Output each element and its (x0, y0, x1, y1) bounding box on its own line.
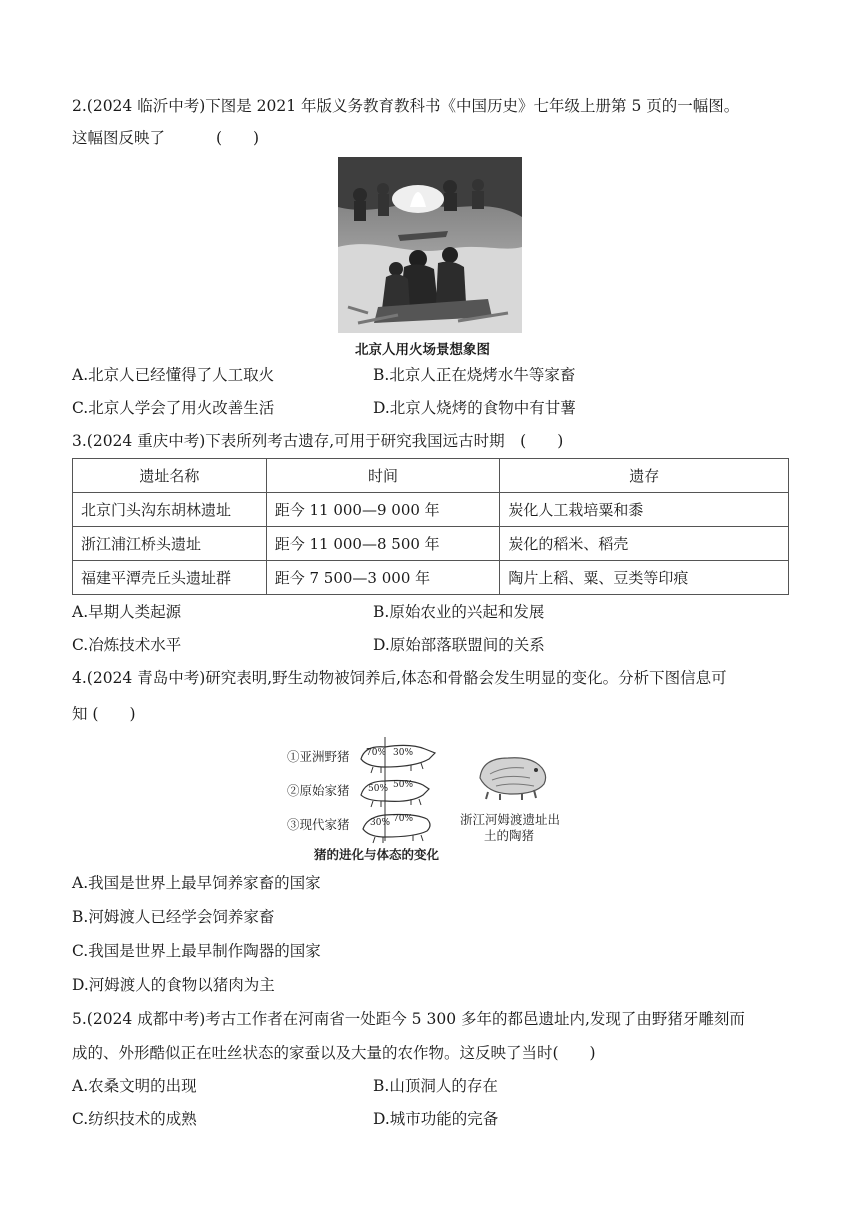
q2-stem-line2 (72, 127, 259, 149)
q3-option-c[interactable]: C.冶炼技术水平 (72, 636, 182, 654)
table-cell: 炭化人工栽培粟和黍 (500, 493, 789, 527)
pig-label-asian-wild: ①亚洲野猪 (287, 749, 350, 764)
peking-man-fire-illustration (338, 157, 522, 333)
q5-option-b[interactable]: B.山顶洞人的存在 (373, 1077, 498, 1095)
table-cell: 距今 7 500—3 000 年 (266, 561, 500, 595)
pig1-rear-percent: 30% (393, 748, 414, 758)
q2-stem-line1: 2.(2024 临沂中考)下图是 2021 年版义务教育教科书《中国历史》七年级上册第 5 页的一幅图。 (72, 97, 740, 115)
q2-figure-caption: 北京人用火场景想象图 (355, 342, 490, 358)
table-cell: 福建平潭壳丘头遗址群 (73, 561, 267, 595)
q4-stem-line2: 知 ( ) (72, 705, 136, 723)
table-header-cell: 时间 (266, 459, 500, 493)
pottery-pig-caption-1: 浙江河姆渡遗址出 (460, 812, 561, 827)
q3-option-b[interactable]: B.原始农业的兴起和发展 (373, 603, 545, 621)
table-cell: 陶片上稻、粟、豆类等印痕 (500, 561, 789, 595)
table-cell: 北京门头沟东胡林遗址 (73, 493, 267, 527)
q3-option-a[interactable]: A.早期人类起源 (72, 603, 182, 621)
q4-option-b[interactable]: B.河姆渡人已经学会饲养家畜 (72, 908, 275, 926)
q2-stem-text: 这幅图反映了 (72, 129, 166, 147)
q3-sites-table (72, 458, 789, 595)
pottery-pig-caption-2: 土的陶猪 (484, 828, 535, 843)
pig3-front-percent: 30% (370, 818, 391, 828)
table-cell: 距今 11 000—8 500 年 (266, 527, 500, 561)
pig-label-modern: ③现代家猪 (287, 817, 350, 832)
table-row (73, 527, 789, 561)
table-cell: 炭化的稻米、稻壳 (500, 527, 789, 561)
q2-option-c[interactable]: C.北京人学会了用火改善生活 (72, 399, 275, 417)
table-header-row (73, 459, 789, 493)
table-cell: 距今 11 000—9 000 年 (266, 493, 500, 527)
q2-option-b[interactable]: B.北京人正在烧烤水牛等家畜 (373, 366, 576, 384)
table-cell: 浙江浦江桥头遗址 (73, 527, 267, 561)
pig-label-primitive: ②原始家猪 (287, 783, 350, 798)
q4-option-d[interactable]: D.河姆渡人的食物以猪肉为主 (72, 976, 275, 994)
pig-evolution-caption: 猪的进化与体态的变化 (314, 847, 440, 862)
q4-option-a[interactable]: A.我国是世界上最早饲养家畜的国家 (72, 874, 321, 892)
q3-stem: 3.(2024 重庆中考)下表所列考古遗存,可用于研究我国远古时期 ( ) (72, 432, 564, 450)
pig2-rear-percent: 50% (393, 780, 414, 790)
q4-stem-line1: 4.(2024 青岛中考)研究表明,野生动物被饲养后,体态和骨骼会发生明显的变化。分析下图信息可 (72, 669, 727, 687)
table-header-cell: 遗址名称 (73, 459, 267, 493)
q2-answer-blank: ( ) (215, 129, 260, 147)
q2-option-d[interactable]: D.北京人烧烤的食物中有甘薯 (373, 399, 576, 417)
q4-option-c[interactable]: C.我国是世界上最早制作陶器的国家 (72, 942, 321, 960)
q5-stem-line1: 5.(2024 成都中考)考古工作者在河南省一处距今 5 300 多年的都邑遗址内,发现了由野猪牙雕刻而 (72, 1010, 745, 1028)
pig2-front-percent: 50% (368, 784, 389, 794)
table-row (73, 493, 789, 527)
q3-option-d[interactable]: D.原始部落联盟间的关系 (373, 636, 545, 654)
pig1-front-percent: 70% (366, 748, 387, 758)
q2-option-a[interactable]: A.北京人已经懂得了人工取火 (72, 366, 275, 384)
table-row (73, 561, 789, 595)
table-header-cell: 遗存 (500, 459, 789, 493)
q5-stem-line2: 成的、外形酷似正在吐丝状态的家蚕以及大量的农作物。这反映了当时( ) (72, 1044, 596, 1062)
q5-option-a[interactable]: A.农桑文明的出现 (72, 1077, 197, 1095)
pottery-pig-image (474, 752, 550, 802)
q5-option-d[interactable]: D.城市功能的完备 (373, 1110, 499, 1128)
q5-option-c[interactable]: C.纺织技术的成熟 (72, 1110, 197, 1128)
pig3-rear-percent: 70% (393, 814, 414, 824)
